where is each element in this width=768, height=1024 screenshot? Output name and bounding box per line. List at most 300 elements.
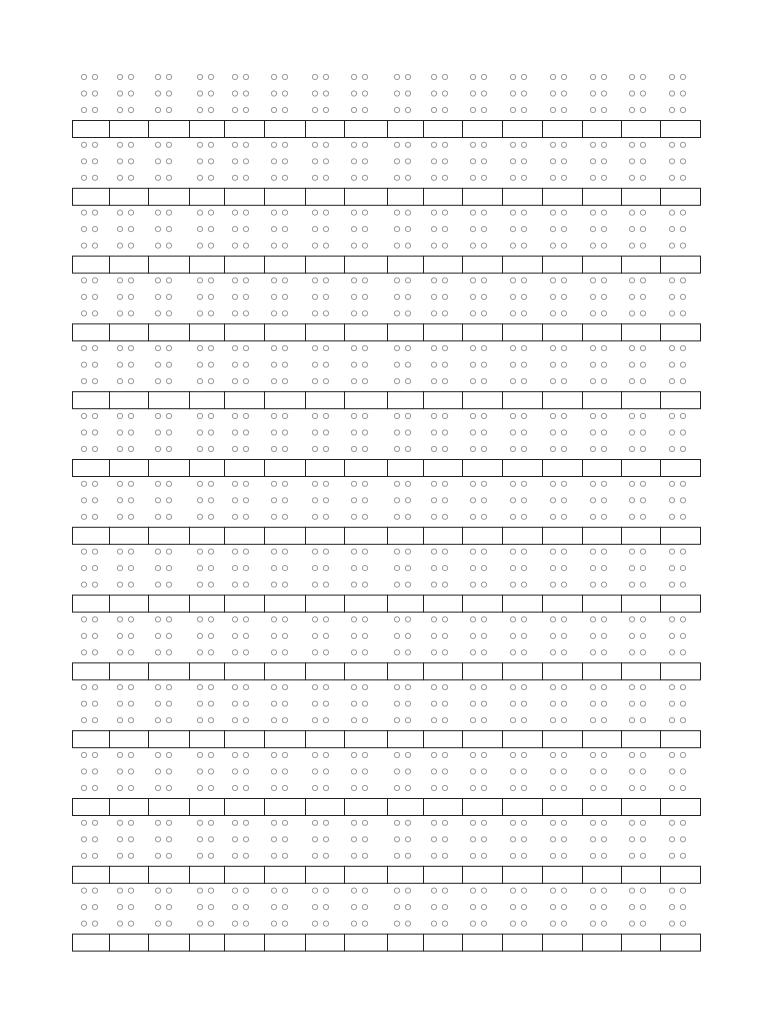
write-box[interactable] [345, 256, 388, 273]
write-box[interactable] [388, 527, 424, 544]
write-box[interactable] [110, 392, 149, 409]
write-box[interactable] [73, 256, 110, 273]
write-box[interactable] [149, 392, 190, 409]
write-box[interactable] [110, 866, 149, 883]
write-box[interactable] [583, 866, 622, 883]
write-box[interactable] [225, 460, 265, 477]
write-box[interactable] [543, 934, 583, 951]
write-box[interactable] [503, 663, 543, 680]
write-box[interactable] [110, 121, 149, 138]
braille-dot [197, 617, 202, 622]
braille-dot [323, 582, 328, 587]
write-box[interactable] [306, 731, 345, 748]
write-box[interactable] [388, 324, 424, 341]
write-box[interactable] [225, 595, 265, 612]
write-box[interactable] [388, 392, 424, 409]
write-box[interactable] [306, 392, 345, 409]
braille-dot [680, 905, 685, 910]
braille-dot [521, 617, 526, 622]
write-box[interactable] [306, 663, 345, 680]
write-box[interactable] [583, 256, 622, 273]
write-box[interactable] [345, 392, 388, 409]
braille-dot [208, 685, 213, 690]
braille-dot [81, 362, 86, 367]
write-box[interactable] [149, 460, 190, 477]
braille-dot [81, 549, 86, 554]
write-box[interactable] [225, 121, 265, 138]
write-box[interactable] [149, 121, 190, 138]
braille-dot [92, 820, 97, 825]
write-box[interactable] [110, 934, 149, 951]
write-box[interactable] [463, 799, 503, 816]
write-box[interactable] [583, 799, 622, 816]
write-box[interactable] [265, 934, 306, 951]
braille-dot [629, 633, 634, 638]
braille-dot [312, 650, 317, 655]
write-box[interactable] [424, 663, 463, 680]
braille-cell [510, 74, 526, 112]
write-box[interactable] [424, 731, 463, 748]
write-box[interactable] [388, 460, 424, 477]
write-box[interactable] [388, 121, 424, 138]
write-box[interactable] [225, 527, 265, 544]
write-box[interactable] [306, 256, 345, 273]
write-box[interactable] [543, 256, 583, 273]
write-box[interactable] [503, 595, 543, 612]
write-box[interactable] [463, 731, 503, 748]
write-box[interactable] [622, 527, 661, 544]
write-box[interactable] [583, 188, 622, 205]
write-box[interactable] [424, 460, 463, 477]
write-box[interactable] [622, 731, 661, 748]
write-box[interactable] [225, 188, 265, 205]
write-box[interactable] [661, 392, 701, 409]
braille-dot [405, 142, 410, 147]
braille-dot [271, 142, 276, 147]
write-box[interactable] [622, 188, 661, 205]
write-box[interactable] [73, 527, 110, 544]
write-box[interactable] [661, 324, 701, 341]
write-box[interactable] [622, 256, 661, 273]
braille-dot [561, 888, 566, 893]
braille-dot [669, 210, 674, 215]
write-box[interactable] [424, 392, 463, 409]
braille-dot [282, 346, 287, 351]
write-box[interactable] [661, 460, 701, 477]
write-box[interactable] [110, 527, 149, 544]
write-box[interactable] [73, 595, 110, 612]
write-box[interactable] [306, 324, 345, 341]
write-box[interactable] [149, 256, 190, 273]
write-box[interactable] [225, 663, 265, 680]
braille-dot [128, 91, 133, 96]
write-box[interactable] [583, 121, 622, 138]
write-box[interactable] [265, 121, 306, 138]
braille-dot [282, 413, 287, 418]
write-box[interactable] [661, 663, 701, 680]
braille-dot [197, 294, 202, 299]
write-box[interactable] [190, 188, 225, 205]
write-box[interactable] [73, 121, 110, 138]
write-box[interactable] [110, 663, 149, 680]
braille-dot [197, 566, 202, 571]
write-box[interactable] [345, 527, 388, 544]
write-box[interactable] [265, 866, 306, 883]
braille-dot [362, 752, 367, 757]
braille-dot [629, 379, 634, 384]
write-box[interactable] [190, 595, 225, 612]
write-box[interactable] [622, 866, 661, 883]
write-box[interactable] [73, 324, 110, 341]
write-box[interactable] [424, 188, 463, 205]
write-box[interactable] [306, 799, 345, 816]
write-box[interactable] [265, 663, 306, 680]
write-box[interactable] [463, 595, 503, 612]
braille-dot [81, 311, 86, 316]
write-box[interactable] [225, 324, 265, 341]
write-box[interactable] [622, 392, 661, 409]
braille-dot [92, 362, 97, 367]
write-box[interactable] [463, 663, 503, 680]
braille-dot [521, 481, 526, 486]
write-box[interactable] [345, 324, 388, 341]
write-box[interactable] [110, 731, 149, 748]
write-box[interactable] [463, 934, 503, 951]
write-box[interactable] [503, 460, 543, 477]
write-box[interactable] [110, 324, 149, 341]
write-box[interactable] [583, 324, 622, 341]
write-box[interactable] [306, 934, 345, 951]
braille-dot [271, 566, 276, 571]
write-box[interactable] [306, 866, 345, 883]
braille-cell [590, 142, 606, 180]
write-box[interactable] [149, 663, 190, 680]
write-box[interactable] [149, 324, 190, 341]
braille-dot [442, 362, 447, 367]
braille-dot [232, 582, 237, 587]
write-box[interactable] [543, 799, 583, 816]
braille-dot [669, 159, 674, 164]
write-box[interactable] [190, 324, 225, 341]
write-box[interactable] [265, 188, 306, 205]
braille-dot [92, 566, 97, 571]
write-box[interactable] [583, 731, 622, 748]
braille-dot [601, 91, 606, 96]
write-box[interactable] [503, 731, 543, 748]
braille-dot [394, 566, 399, 571]
braille-dot [510, 785, 515, 790]
write-box[interactable] [463, 256, 503, 273]
write-box[interactable] [543, 121, 583, 138]
write-box[interactable] [345, 121, 388, 138]
write-box[interactable] [583, 460, 622, 477]
braille-dot [590, 227, 595, 232]
braille-dot [481, 175, 486, 180]
write-box[interactable] [424, 799, 463, 816]
braille-cell [470, 142, 486, 180]
write-box[interactable] [503, 256, 543, 273]
braille-dot [550, 430, 555, 435]
write-box[interactable] [661, 866, 701, 883]
write-box[interactable] [73, 460, 110, 477]
write-box[interactable] [543, 731, 583, 748]
write-box[interactable] [661, 595, 701, 612]
braille-dot [323, 346, 328, 351]
write-box[interactable] [463, 121, 503, 138]
write-box[interactable] [73, 188, 110, 205]
braille-cell [669, 685, 685, 723]
braille-dot [351, 633, 356, 638]
braille-dot [550, 346, 555, 351]
braille-dot [197, 514, 202, 519]
write-box[interactable] [190, 460, 225, 477]
write-box[interactable] [265, 731, 306, 748]
braille-dot [81, 481, 86, 486]
write-box[interactable] [190, 731, 225, 748]
write-box[interactable] [463, 324, 503, 341]
braille-dot [351, 514, 356, 519]
braille-dot [197, 837, 202, 842]
write-box[interactable] [110, 595, 149, 612]
braille-dot [312, 905, 317, 910]
write-box[interactable] [306, 121, 345, 138]
write-box[interactable] [110, 460, 149, 477]
write-box[interactable] [190, 121, 225, 138]
write-box[interactable] [661, 799, 701, 816]
braille-dot [232, 718, 237, 723]
write-box[interactable] [622, 121, 661, 138]
braille-dot [394, 278, 399, 283]
write-box[interactable] [503, 324, 543, 341]
write-box[interactable] [622, 799, 661, 816]
write-box[interactable] [503, 866, 543, 883]
write-box[interactable] [543, 663, 583, 680]
write-box[interactable] [265, 595, 306, 612]
write-box[interactable] [265, 256, 306, 273]
braille-dot [155, 650, 160, 655]
write-box[interactable] [388, 799, 424, 816]
write-box[interactable] [73, 934, 110, 951]
write-box[interactable] [543, 188, 583, 205]
braille-dot [669, 549, 674, 554]
braille-cell [197, 142, 213, 180]
write-box[interactable] [424, 121, 463, 138]
write-box[interactable] [110, 256, 149, 273]
write-box[interactable] [388, 731, 424, 748]
write-box[interactable] [73, 731, 110, 748]
braille-dot [312, 888, 317, 893]
braille-dot [550, 142, 555, 147]
braille-dot [510, 837, 515, 842]
worksheet-row [73, 142, 701, 205]
write-box[interactable] [463, 188, 503, 205]
braille-dot [351, 107, 356, 112]
write-box[interactable] [225, 799, 265, 816]
write-box[interactable] [265, 324, 306, 341]
braille-dot [629, 752, 634, 757]
write-box[interactable] [388, 866, 424, 883]
write-box[interactable] [73, 866, 110, 883]
braille-dot [312, 921, 317, 926]
write-box[interactable] [190, 392, 225, 409]
write-box[interactable] [388, 595, 424, 612]
write-box[interactable] [543, 324, 583, 341]
write-box[interactable] [149, 527, 190, 544]
write-box[interactable] [388, 934, 424, 951]
braille-dot [323, 853, 328, 858]
braille-dot [282, 74, 287, 79]
write-box[interactable] [190, 866, 225, 883]
write-box[interactable] [622, 324, 661, 341]
write-box[interactable] [265, 460, 306, 477]
write-box[interactable] [225, 934, 265, 951]
braille-dot [481, 633, 486, 638]
write-box[interactable] [661, 256, 701, 273]
braille-dot [282, 853, 287, 858]
write-box[interactable] [149, 595, 190, 612]
braille-dot [282, 175, 287, 180]
braille-dot [197, 582, 202, 587]
braille-dot [590, 701, 595, 706]
braille-dot [601, 718, 606, 723]
write-box[interactable] [583, 934, 622, 951]
write-box[interactable] [345, 934, 388, 951]
write-box[interactable] [306, 527, 345, 544]
write-box[interactable] [306, 460, 345, 477]
write-box[interactable] [73, 799, 110, 816]
write-box[interactable] [424, 527, 463, 544]
write-box[interactable] [543, 392, 583, 409]
write-box[interactable] [306, 595, 345, 612]
write-box[interactable] [190, 256, 225, 273]
braille-cell [232, 210, 248, 248]
write-box[interactable] [190, 934, 225, 951]
braille-dot [166, 413, 171, 418]
worksheet-row [73, 820, 701, 883]
write-box[interactable] [190, 663, 225, 680]
write-box[interactable] [345, 799, 388, 816]
write-box[interactable] [345, 866, 388, 883]
write-box[interactable] [424, 324, 463, 341]
braille-dot [561, 175, 566, 180]
write-box[interactable] [463, 866, 503, 883]
write-box[interactable] [225, 392, 265, 409]
write-box[interactable] [345, 731, 388, 748]
write-box[interactable] [190, 527, 225, 544]
write-box[interactable] [306, 188, 345, 205]
braille-dot [680, 752, 685, 757]
write-box[interactable] [388, 256, 424, 273]
braille-dot [271, 430, 276, 435]
braille-dot [680, 837, 685, 842]
write-box[interactable] [190, 799, 225, 816]
write-box[interactable] [388, 188, 424, 205]
write-box[interactable] [463, 527, 503, 544]
write-box[interactable] [622, 934, 661, 951]
braille-dot [629, 227, 634, 232]
braille-dot [197, 769, 202, 774]
write-box[interactable] [583, 595, 622, 612]
write-box[interactable] [661, 121, 701, 138]
write-box[interactable] [225, 256, 265, 273]
braille-cell [470, 74, 486, 112]
write-box[interactable] [503, 527, 543, 544]
braille-cell [232, 617, 248, 655]
write-box[interactable] [73, 392, 110, 409]
write-box[interactable] [661, 731, 701, 748]
write-box[interactable] [265, 392, 306, 409]
write-box[interactable] [622, 663, 661, 680]
braille-dot [243, 175, 248, 180]
write-box[interactable] [503, 121, 543, 138]
write-box[interactable] [149, 188, 190, 205]
write-box[interactable] [463, 460, 503, 477]
write-box[interactable] [503, 392, 543, 409]
braille-dot [81, 74, 86, 79]
write-box[interactable] [345, 188, 388, 205]
write-box[interactable] [424, 595, 463, 612]
write-box[interactable] [225, 731, 265, 748]
write-box[interactable] [661, 188, 701, 205]
write-box[interactable] [661, 527, 701, 544]
braille-dot [405, 769, 410, 774]
braille-dot [669, 888, 674, 893]
write-box[interactable] [265, 527, 306, 544]
write-box[interactable] [543, 595, 583, 612]
write-box[interactable] [503, 188, 543, 205]
write-box[interactable] [424, 934, 463, 951]
write-box[interactable] [345, 663, 388, 680]
write-box[interactable] [622, 595, 661, 612]
braille-dot [197, 175, 202, 180]
write-box[interactable] [543, 527, 583, 544]
write-box[interactable] [149, 934, 190, 951]
braille-dot [155, 820, 160, 825]
braille-cell [232, 820, 248, 858]
write-box[interactable] [73, 663, 110, 680]
write-box[interactable] [463, 392, 503, 409]
write-box[interactable] [583, 392, 622, 409]
write-box[interactable] [622, 460, 661, 477]
write-box[interactable] [388, 663, 424, 680]
write-box[interactable] [583, 527, 622, 544]
write-box[interactable] [503, 934, 543, 951]
braille-dot [323, 227, 328, 232]
write-box[interactable] [424, 256, 463, 273]
braille-dot [271, 718, 276, 723]
write-box[interactable] [149, 866, 190, 883]
write-box[interactable] [583, 663, 622, 680]
write-box[interactable] [543, 460, 583, 477]
write-box[interactable] [661, 934, 701, 951]
write-box[interactable] [149, 799, 190, 816]
write-box[interactable] [345, 460, 388, 477]
write-box[interactable] [345, 595, 388, 612]
braille-cell [81, 346, 97, 384]
braille-cell [271, 210, 287, 248]
write-box[interactable] [225, 866, 265, 883]
braille-dot [271, 74, 276, 79]
write-box[interactable] [424, 866, 463, 883]
write-box[interactable] [149, 731, 190, 748]
write-box[interactable] [110, 188, 149, 205]
write-box[interactable] [503, 799, 543, 816]
write-box[interactable] [265, 799, 306, 816]
write-box[interactable] [110, 799, 149, 816]
braille-cell [590, 820, 606, 858]
braille-dot [232, 227, 237, 232]
write-box[interactable] [543, 866, 583, 883]
